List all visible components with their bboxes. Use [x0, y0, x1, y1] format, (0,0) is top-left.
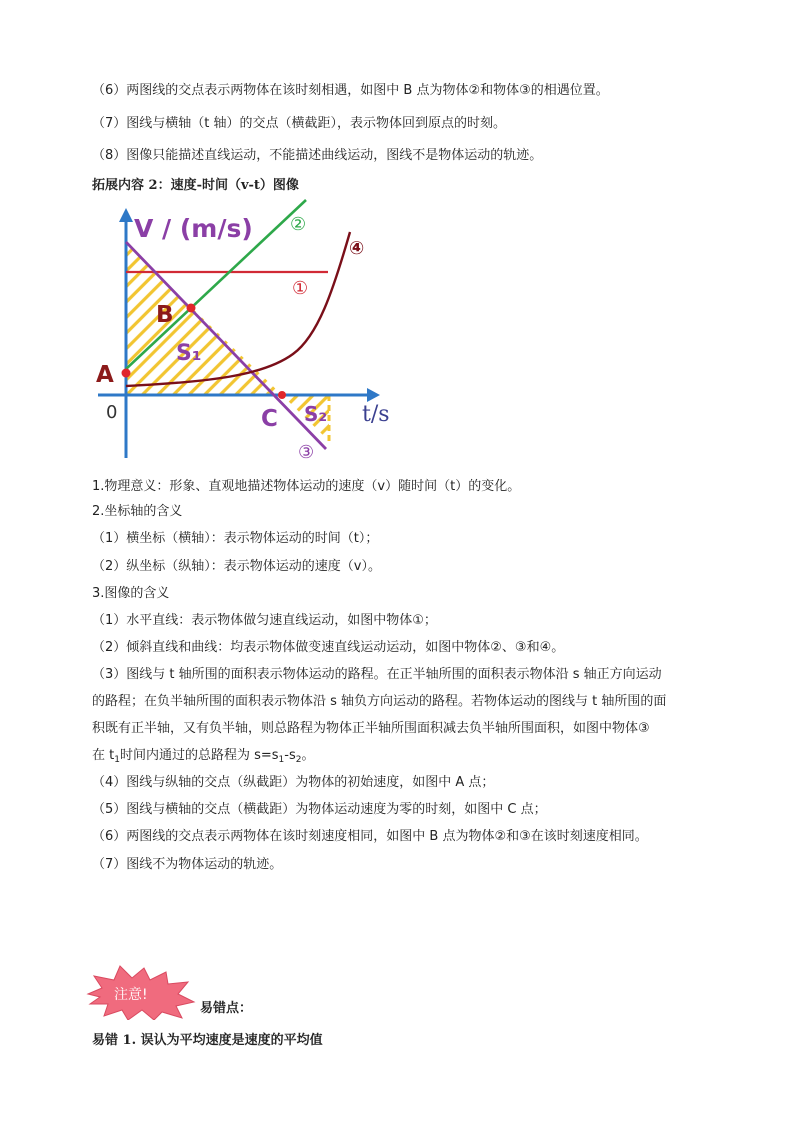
point-c-dot	[278, 391, 286, 399]
text-image-5: （5）图线与横轴的交点（横截距）为物体运动速度为零的时刻，如图中 C 点；	[92, 802, 547, 817]
vt-graph	[88, 196, 418, 464]
curve-2-label: ②	[290, 214, 307, 235]
formula-dash: -s	[284, 748, 296, 763]
t-axis-label: t/s	[362, 402, 390, 427]
mistake-heading: 易错点：	[200, 1001, 253, 1016]
curve-4-label: ④	[349, 238, 365, 259]
text-line-6: （6）两图线的交点表示两物体在该时刻相遇，如图中 B 点为物体②和物体③的相遇位置。	[92, 83, 609, 98]
text-axes-heading: 2.坐标轴的含义	[92, 504, 183, 519]
formula-prefix: 在 t	[92, 748, 115, 763]
text-image-1: （1）水平直线：表示物体做匀速直线运动，如图中物体①；	[92, 613, 437, 628]
text-axes-1: （1）横坐标（横轴）：表示物体运动的时间（t）；	[92, 531, 379, 546]
text-line-7: （7）图线与横轴（t 轴）的交点（横截距），表示物体回到原点的时刻。	[92, 116, 507, 131]
v-axis-label: V / (m/s)	[134, 214, 253, 243]
text-line-8: （8）图像只能描述直线运动，不能描述曲线运动，图线不是物体运动的轨迹。	[92, 148, 543, 163]
curve-3-label: ③	[298, 442, 315, 463]
formula-sub-2: 1	[278, 755, 285, 765]
text-image-heading: 3.图像的含义	[92, 586, 170, 601]
text-image-4: （4）图线与纵轴的交点（纵截距）为物体的初始速度，如图中 A 点；	[92, 775, 495, 790]
curve-1-label: ①	[292, 278, 309, 299]
origin-label: 0	[106, 402, 118, 423]
t-axis-arrow	[367, 388, 380, 402]
area-s2-label: S₂	[304, 402, 328, 426]
v-axis-arrow	[119, 208, 133, 222]
point-b-dot	[187, 304, 196, 313]
text-image-3c: 积既有正半轴，又有负半轴，则总路程为物体正半轴所围面积减去负半轴所围面积，如图中物体③	[92, 721, 650, 736]
mistake-1: 易错 1. 误认为平均速度是速度的平均值	[92, 1033, 323, 1048]
text-formula-line	[92, 747, 315, 769]
area-s1-label: S₁	[176, 341, 202, 366]
text-image-7: （7）图线不为物体运动的轨迹。	[92, 857, 283, 872]
formula-mid: 时间内通过的总路程为 s=s	[119, 748, 279, 763]
text-image-2: （2）倾斜直线和曲线：均表示物体做变速直线运动运动，如图中物体②、③和④。	[92, 640, 565, 655]
formula-sub-1: 1	[114, 755, 120, 765]
point-b-label: B	[156, 302, 174, 328]
text-image-3a: （3）图线与 t 轴所围的面积表示物体运动的路程。在正半轴所围的面积表示物体沿 s 轴正方向运动	[92, 667, 662, 682]
point-c-label: C	[261, 406, 278, 432]
point-a-label: A	[96, 362, 114, 388]
text-axes-2: （2）纵坐标（纵轴）：表示物体运动的速度（v）。	[92, 559, 381, 574]
text-image-3b: 的路程；在负半轴所围的面积表示物体沿 s 轴负方向运动的路程。若物体运动的图线与 t 轴所围的面	[92, 694, 667, 709]
point-a-dot	[122, 369, 131, 378]
attention-label: 注意!	[114, 987, 148, 1003]
formula-sub-3: 2	[295, 755, 302, 765]
section-title: 拓展内容 2：速度-时间（v-t）图像	[92, 178, 299, 193]
text-meaning: 1.物理意义：形象、直观地描述物体运动的速度（v）随时间（t）的变化。	[92, 479, 521, 494]
formula-end: 。	[301, 748, 315, 763]
text-image-6: （6）两图线的交点表示两物体在该时刻速度相同，如图中 B 点为物体②和③在该时刻速度相同。	[92, 829, 648, 844]
